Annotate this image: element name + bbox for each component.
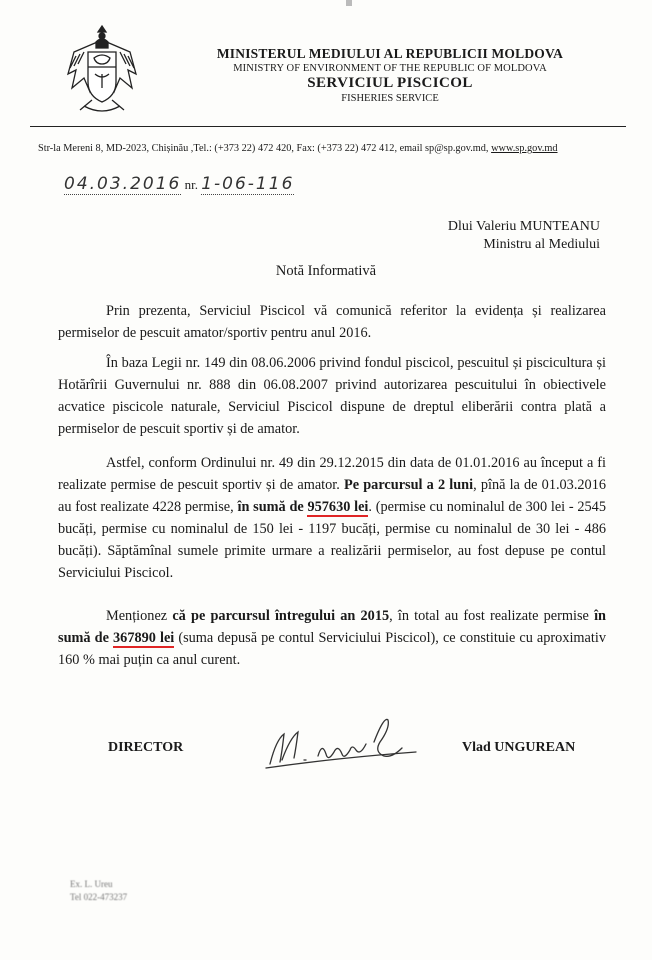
service-name-en: FISHERIES SERVICE: [341, 93, 439, 104]
p3-part-a: Astfel, conform Ordinului nr. 49 din 29.12.2015 din data de 01.01.2016 au început a fi realizate permise de pescuit sportiv și de amator.: [58, 455, 606, 493]
executor-footer: [70, 878, 127, 904]
registration-number: 1-06-116: [201, 174, 295, 194]
addressee-title: Ministru al Mediului: [483, 237, 600, 252]
addressee-block: [448, 218, 600, 254]
website-link[interactable]: www.sp.gov.md: [491, 143, 558, 154]
amount-2015-highlight: 367890 lei: [113, 630, 175, 646]
paragraph-3-text: [58, 452, 606, 584]
p4-bold-period: că pe parcursul întregului an 2015: [172, 608, 390, 624]
header-divider: [30, 126, 626, 127]
paragraph-1-text: Prin prezenta, Serviciul Piscicol vă comunică referitor la evidența și realizarea permiselor de pescuit amator/sportiv pentru anul 2016.: [58, 303, 606, 341]
p4-part-c: , în total au fost realizate permise: [389, 608, 595, 624]
ministry-name-ro: MINISTERUL MEDIULUI AL REPUBLICII MOLDOVA: [216, 46, 564, 61]
registration-line: [64, 174, 294, 195]
scan-mark: [346, 0, 352, 6]
executor-name: Ex. L. Ureu: [70, 879, 113, 889]
document-title: Notă Informativă: [275, 263, 377, 279]
p3-bold-period: Pe parcursul a 2 luni: [344, 477, 474, 493]
paragraph-1: [58, 300, 606, 344]
paragraph-2-text: În baza Legii nr. 149 din 08.06.2006 privind fondul piscicol, pescuitul și piscicultura și Hotărîrii Guvernului nr. 888 din 06.08.2007 privind autorizarea pescuitului în obiectivele acvatice piscicole naturale, Serviciul Piscicol dispune de dreptul eliberării contra plată a permiselor de pescuit sportiv și de amator.: [58, 355, 606, 437]
p4-part-a: Menționez: [106, 608, 173, 624]
p3-bold-sum-label: în sumă de: [237, 499, 308, 515]
signatory-role: DIRECTOR: [108, 740, 184, 755]
paragraph-4-text: [58, 605, 606, 671]
addressee-name: Dlui Valeriu MUNTEANU: [447, 219, 600, 234]
letterhead: [150, 46, 630, 104]
contact-details: Str-la Mereni 8, MD-2023, Chișinău ,Tel.: (+373 22) 472 420, Fax: (+373 22) 472 412, email sp@sp.gov.md,: [38, 143, 492, 154]
paragraph-2: [58, 352, 606, 440]
moldova-coat-of-arms-icon: [62, 22, 142, 118]
registration-nr-label: nr.: [184, 177, 198, 192]
p4-bold-sum-label: în sumă de: [58, 608, 606, 646]
paragraph-3: [58, 452, 606, 584]
amount-2016-highlight: 957630 lei: [307, 499, 369, 515]
registration-date: 04.03.2016: [64, 174, 182, 194]
p4-part-e: (suma depusă pe contul Serviciului Piscicol), ce constituie cu aproximativ 160 % mai puțin ca anul curent.: [58, 630, 606, 668]
p3-part-c: , pînă la de 01.03.2016 au fost realizate 4228 permise,: [58, 477, 607, 515]
paragraph-4: [58, 605, 606, 671]
signatory-name: Vlad UNGUREAN: [462, 740, 576, 755]
executor-phone: Tel 022-473237: [70, 892, 128, 902]
contact-line: [38, 143, 628, 154]
handwritten-signature: [262, 712, 422, 776]
service-name-ro: SERVICIUL PISCICOL: [307, 75, 473, 91]
ministry-name-en: MINISTRY OF ENVIRONMENT OF THE REPUBLIC OF MOLDOVA: [233, 63, 547, 74]
p3-part-e: . (permise cu nominalul de 300 lei - 2545 bucăți, permise cu nominalul de 150 lei - 1197 bucăți, permise cu nominalul de 30 lei - 486 bucăți). Săptămînal sumele primite urmare a realizării permiselor, au fost depuse pe contul Serviciului Piscicol.: [58, 499, 606, 581]
